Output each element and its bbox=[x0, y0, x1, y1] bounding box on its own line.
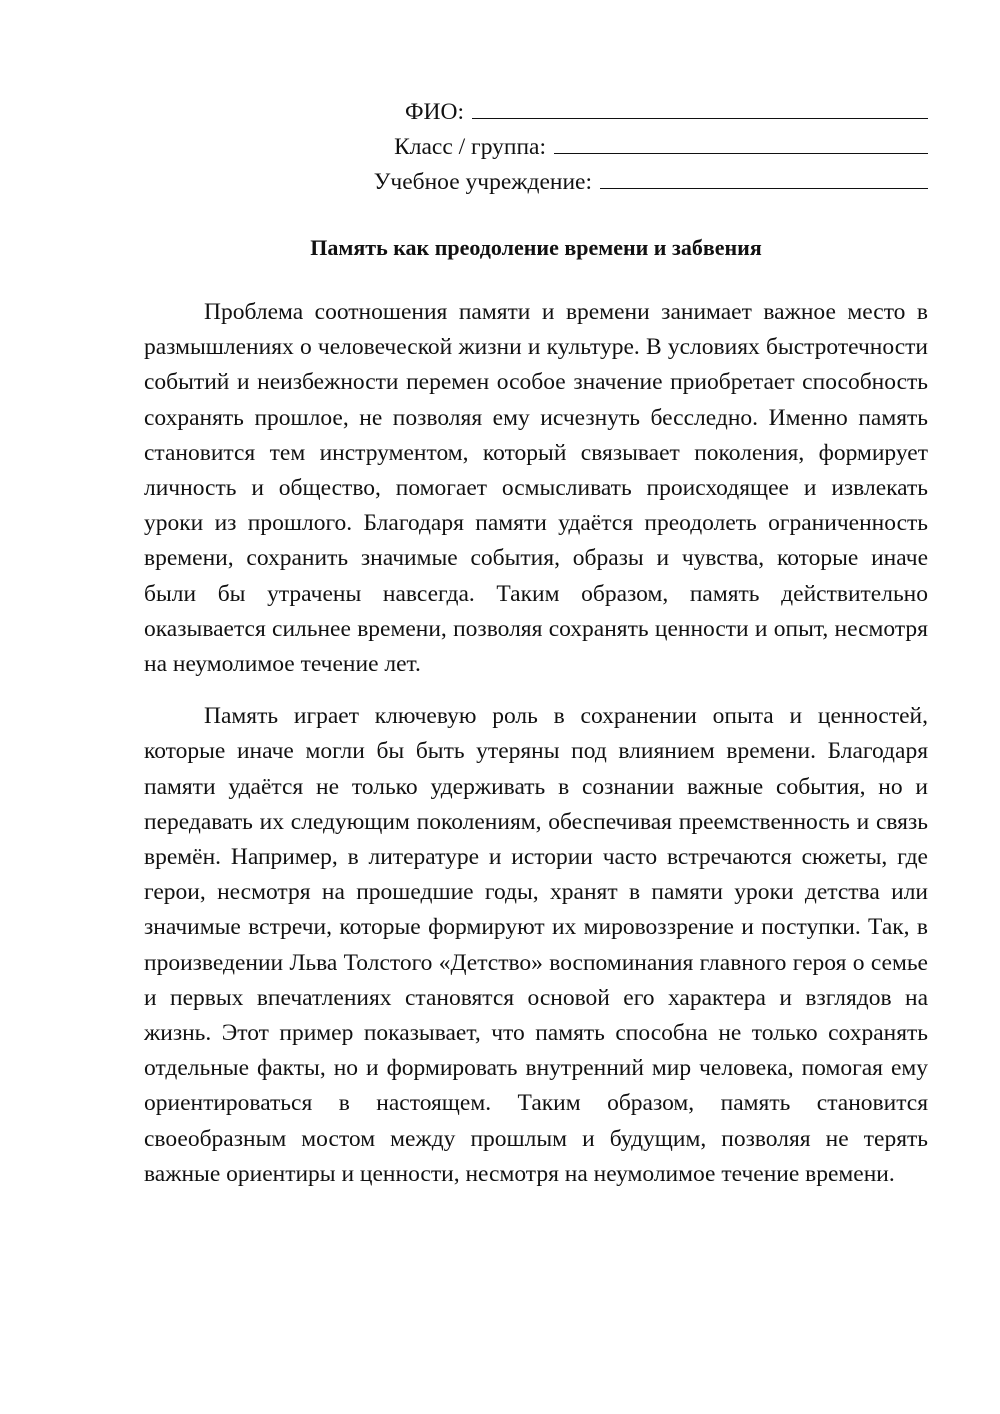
class-blank-line bbox=[554, 133, 928, 154]
school-label: Учебное учреждение: bbox=[373, 169, 592, 195]
fio-label: ФИО: bbox=[404, 99, 464, 125]
school-row bbox=[328, 165, 928, 200]
document-title: Память как преодоление времени и забвения bbox=[310, 235, 762, 260]
fio-row bbox=[328, 95, 928, 130]
class-label: Класс / группа: bbox=[394, 134, 546, 160]
paragraph-1: Проблема соотношения памяти и времени занимает важное место в размышлениях о человеческой жизни и культуре. В условиях быстротечности событий и неизбежности перемен особое значение приобретает способность сохранять прошлое, не позволяя ему исчезнуть бесследно. Именно память становится тем инструментом, который связывает поколения, формирует личность и общество, помогает осмысливать происходящее и извлекать уроки из прошлого. Благодаря памяти удаётся преодолеть ограниченность времени, сохранить значимые события, образы и чувства, которые иначе были бы утрачены навсегда. Таким образом, память действительно оказывается сильнее времени, позволяя сохранять ценности и опыт, несмотря на неумолимое течение лет. bbox=[144, 299, 928, 678]
essay-body bbox=[144, 295, 928, 1192]
school-blank-line bbox=[600, 168, 928, 189]
fio-blank-line bbox=[472, 98, 928, 119]
student-info-header bbox=[328, 95, 928, 200]
paragraph-2: Память играет ключевую роль в сохранении опыта и ценностей, которые иначе могли бы быть утеряны под влиянием времени. Благодаря памяти удаётся не только удерживать в сознании важные события, но и передавать их следующим поколениям, обеспечивая преемственность и связь времён. Например, в литературе и истории часто встречаются сюжеты, где герои, несмотря на прошедшие годы, хранят в памяти уроки детства или значимые встречи, которые формируют их мировоззрение и поступки. Так, в произведении Льва Толстого «Детство» воспоминания главного героя о семье и первых впечатлениях становятся основой его характера и взглядов на жизнь. Этот пример показывает, что память способна не только сохранять отдельные факты, но и формировать внутренний мир человека, помогая ему ориентироваться в настоящем. Таким образом, память становится своеобразным мостом между прошлым и будущим, позволяя не терять важные ориентиры и ценности, несмотря на неумолимое течение времени. bbox=[144, 703, 928, 1187]
class-row bbox=[328, 130, 928, 165]
